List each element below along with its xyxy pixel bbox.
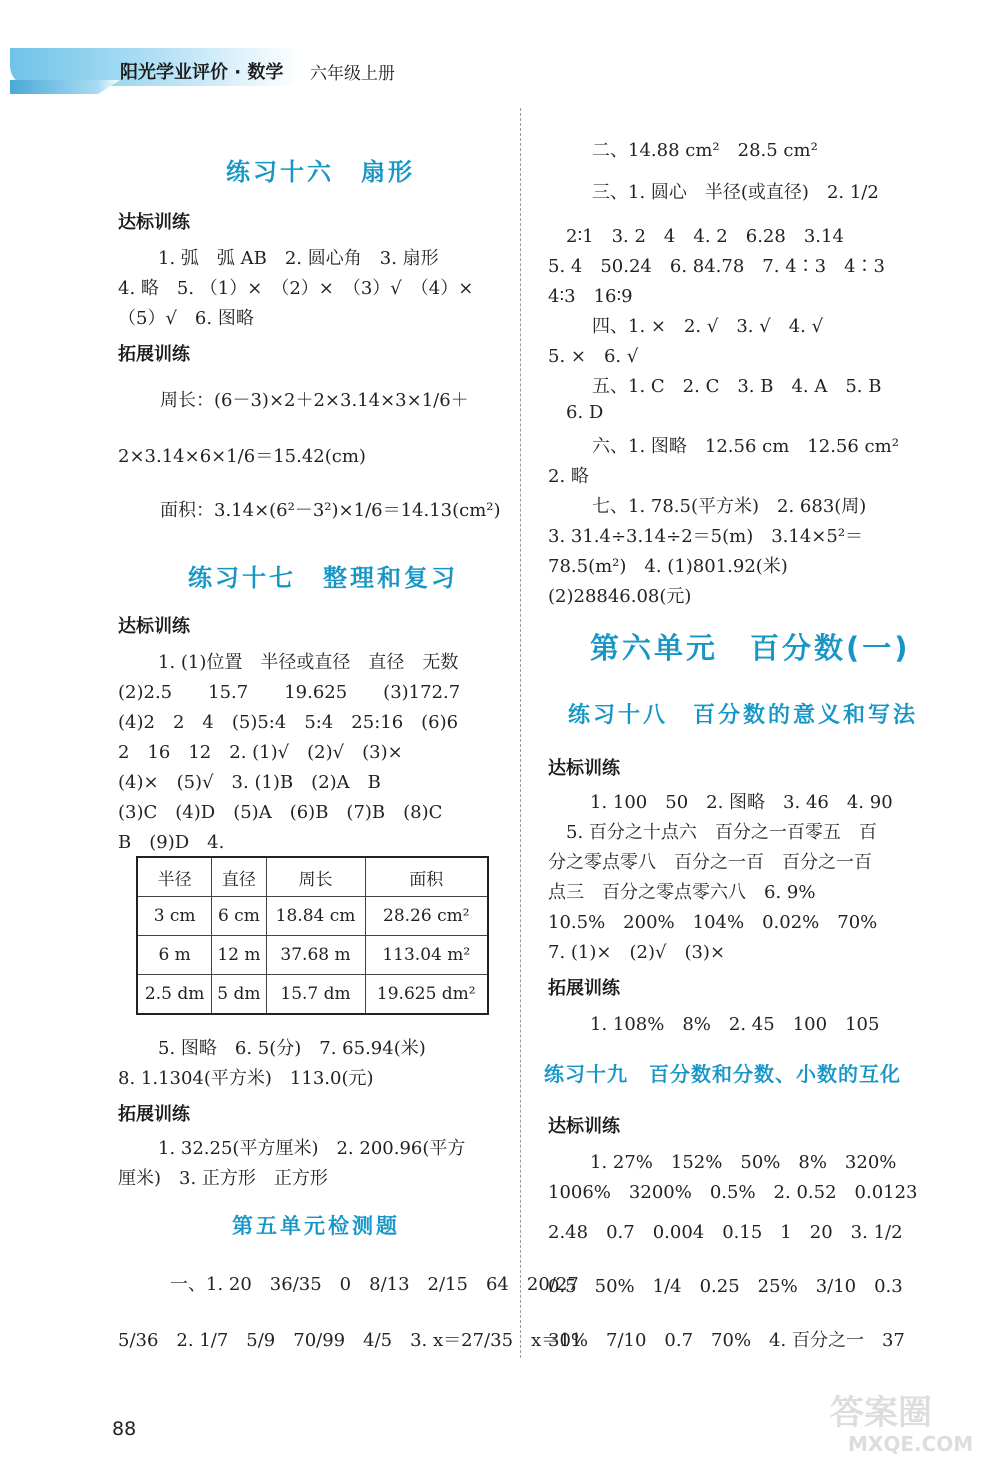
answer-line: 4∶3 16∶9 [548, 286, 633, 307]
answer-line: 2∶1 3. 2 4 4. 2 6.28 3.14 [566, 226, 844, 247]
section-title-17: 练习十七 整理和复习 [188, 564, 458, 592]
answer-line: (4)2 2 4 (5)5:4 5:4 25:16 (6)6 [118, 712, 459, 733]
answer-line: 1. 弧 弧 AB 2. 圆心角 3. 扇形 [158, 248, 439, 269]
section-title-18: 练习十八 百分数的意义和写法 [568, 703, 919, 728]
answer-line: 2. 略 [548, 466, 589, 487]
answer-line: 分之零点零八 百分之一百 百分之一百 [548, 852, 872, 873]
answer-line: 2×3.14×6×1/6＝15.42(cm) [118, 446, 366, 467]
answer-line: 7. (1)× (2)√ (3)× [548, 942, 726, 963]
subheading-dabiao: 达标训练 [548, 758, 620, 779]
answer-line: （5）√ 6. 图略 [118, 308, 254, 329]
answer-line: 四、1. × 2. √ 3. √ 4. √ [592, 316, 824, 337]
answer-line: 30% 7/10 0.7 70% 4. 百分之一 37 [548, 1330, 905, 1351]
table-row [137, 897, 488, 936]
answer-line: 一、1. 20 36/35 0 8/13 2/15 64 20/27 [170, 1274, 579, 1295]
answer-line: 周长：(6－3)×2＋2×3.14×3×1/6＋ [160, 390, 469, 411]
answer-line: 10.5% 200% 104% 0.02% 70% [548, 912, 878, 933]
table-header-row [137, 857, 488, 897]
answer-line: 5. 百分之十点六 百分之一百零五 百 [566, 822, 877, 843]
table-cell: 3 cm [137, 897, 212, 936]
section-title-16: 练习十六 扇形 [226, 158, 415, 186]
table-cell: 37.68 m [266, 936, 365, 975]
answer-line: 六、1. 图略 12.56 cm 12.56 cm² [592, 436, 899, 457]
subheading-tuozhan: 拓展训练 [118, 1104, 190, 1125]
answer-line: 1. 100 50 2. 图略 3. 46 4. 90 [590, 792, 893, 813]
book-title: 阳光学业评价 · 数学 [120, 62, 284, 83]
grade-label: 六年级上册 [310, 64, 395, 84]
subheading-tuozhan: 拓展训练 [118, 344, 190, 365]
answer-line: 1. 32.25(平方厘米) 2. 200.96(平方 [158, 1138, 466, 1159]
answer-line: 6. D [566, 402, 604, 423]
answer-line: 五、1. C 2. C 3. B 4. A 5. B [592, 376, 882, 397]
table-row [137, 975, 488, 1015]
unit-title-6: 第六单元 百分数(一) [590, 631, 911, 665]
answer-line: 七、1. 78.5(平方米) 2. 683(周) [592, 496, 867, 517]
table-header: 周长 [266, 857, 365, 897]
answer-line: (4)× (5)√ 3. (1)B (2)A B [118, 772, 381, 793]
table-cell: 28.26 cm² [365, 897, 488, 936]
answer-line: 2.48 0.7 0.004 0.15 1 20 3. 1/2 [548, 1222, 903, 1243]
answer-line: 0.5 50% 1/4 0.25 25% 3/10 0.3 [548, 1276, 903, 1297]
table-cell: 6 cm [212, 897, 266, 936]
table-row [137, 936, 488, 975]
answer-line: 厘米) 3. 正方形 正方形 [118, 1168, 328, 1189]
answer-line: 5. × 6. √ [548, 346, 639, 367]
watermark-url: MXQE.COM [848, 1432, 974, 1456]
answer-line: (3)C (4)D (5)A (6)B (7)B (8)C [118, 802, 443, 823]
section-title-19: 练习十九 百分数和分数、小数的互化 [544, 1062, 901, 1086]
circle-table [136, 856, 489, 1015]
answer-line: 1. (1)位置 半径或直径 直径 无数 [158, 652, 459, 673]
answer-line: B (9)D 4. [118, 832, 225, 853]
table-cell: 113.04 m² [365, 936, 488, 975]
table-header: 面积 [365, 857, 488, 897]
subheading-tuozhan: 拓展训练 [548, 978, 620, 999]
answer-line: 5. 图略 6. 5(分) 7. 65.94(米) [158, 1038, 426, 1059]
column-divider [520, 108, 521, 1358]
table-cell: 6 m [137, 936, 212, 975]
table-header: 直径 [212, 857, 266, 897]
subheading-dabiao: 达标训练 [118, 616, 190, 637]
table-cell: 18.84 cm [266, 897, 365, 936]
subheading-dabiao: 达标训练 [118, 212, 190, 233]
answer-line: 5/36 2. 1/7 5/9 70/99 4/5 3. x＝27/35 x＝11 [118, 1330, 583, 1351]
table-cell: 15.7 dm [266, 975, 365, 1015]
subheading-dabiao: 达标训练 [548, 1116, 620, 1137]
answer-line: 1. 108% 8% 2. 45 100 105 [590, 1014, 880, 1035]
section-title-unit5-test: 第五单元检测题 [232, 1214, 400, 1238]
answer-line: 点三 百分之零点零六八 6. 9% [548, 882, 816, 903]
header-decoration [10, 80, 120, 94]
answer-line: (2)28846.08(元) [548, 586, 692, 607]
answer-line: (2)2.5 15.7 19.625 (3)172.7 [118, 682, 461, 703]
table-header: 半径 [137, 857, 212, 897]
answer-line: 5. 4 50.24 6. 84.78 7. 4∶3 4∶3 [548, 256, 886, 277]
answer-line: 2 16 12 2. (1)√ (2)√ (3)× [118, 742, 403, 763]
answer-line: 面积：3.14×(6²－3²)×1/6＝14.13(cm²) [160, 500, 501, 521]
answer-line: 3. 31.4÷3.14÷2＝5(m) 3.14×5²＝ [548, 526, 864, 547]
table-cell: 12 m [212, 936, 266, 975]
answer-line: 1. 27% 152% 50% 8% 320% [590, 1152, 897, 1173]
watermark-logo: 答案圈 [830, 1393, 932, 1433]
table-cell: 5 dm [212, 975, 266, 1015]
answer-line: 8. 1.1304(平方米) 113.0(元) [118, 1068, 374, 1089]
answer-line: 1006% 3200% 0.5% 2. 0.52 0.0123 [548, 1182, 918, 1203]
answer-line: 二、14.88 cm² 28.5 cm² [592, 140, 818, 161]
table-cell: 19.625 dm² [365, 975, 488, 1015]
answer-line: 三、1. 圆心 半径(或直径) 2. 1/2 [592, 182, 879, 203]
answer-line: 78.5(m²) 4. (1)801.92(米) [548, 556, 788, 577]
table-cell: 2.5 dm [137, 975, 212, 1015]
answer-line: 4. 略 5. （1）× （2）× （3）√ （4）× [118, 278, 474, 299]
page-number: 88 [112, 1418, 137, 1440]
